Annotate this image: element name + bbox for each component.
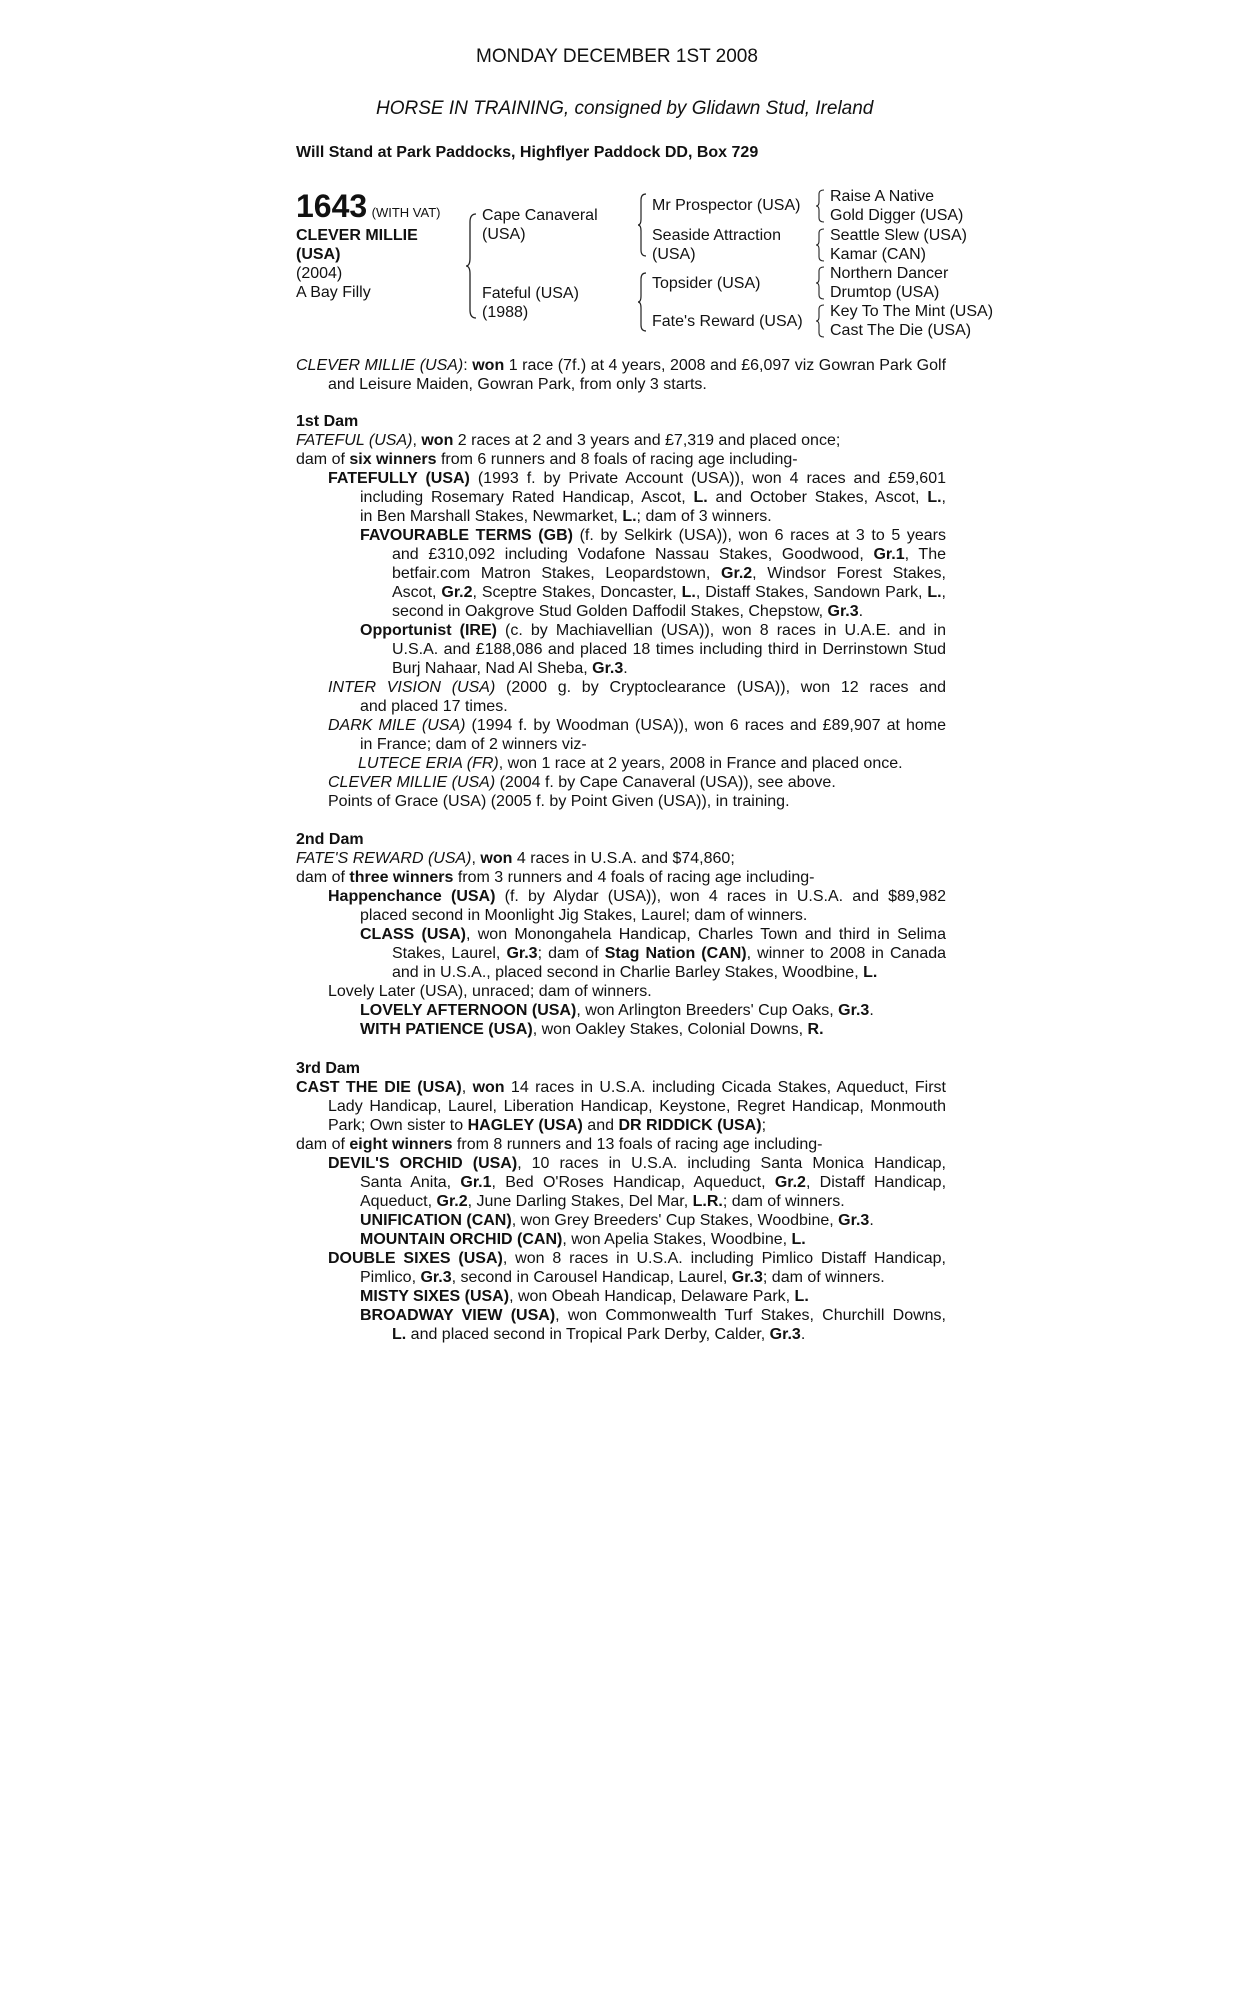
horse-description: A Bay Filly xyxy=(296,284,371,301)
ds-l2e: ; dam of winners. xyxy=(762,1269,885,1286)
pedigree-sss: Raise A Native xyxy=(830,188,935,205)
fatefully-l3c: ; dam of 3 winners. xyxy=(636,508,772,525)
pedigree-dam-sire: Topsider (USA) xyxy=(652,275,761,292)
ft-l4d: L. xyxy=(681,584,696,601)
pedigree-ssd: Gold Digger (USA) xyxy=(830,207,964,224)
lovely-afternoon-text: , won Arlington Breeders' Cup Oaks, xyxy=(576,1002,839,1019)
clever-millie-name: CLEVER MILLIE (USA) xyxy=(328,774,496,791)
stand-location: Will Stand at Park Paddocks, Highflyer Paddock DD, Box 729 xyxy=(296,144,759,161)
third-dam-l3d: DR RIDDICK (USA) xyxy=(618,1117,762,1134)
ft-l4c: , Sceptre Stakes, Doncaster, xyxy=(472,584,682,601)
lutece-eria-text: , won 1 race at 2 years, 2008 in France and placed once. xyxy=(498,755,903,772)
pedigree-sdd: Kamar (CAN) xyxy=(830,246,927,263)
ft-l4a: Ascot, xyxy=(392,584,442,601)
pedigree-sire: Cape Canaveral xyxy=(482,207,598,224)
do-l2a: Santa Anita, xyxy=(360,1174,461,1191)
inter-vision-text: (2000 g. by Cryptoclearance (USA)), won 12 races and xyxy=(506,679,946,696)
with-patience-grade: R. xyxy=(807,1021,824,1038)
horse-year: (2004) xyxy=(296,265,343,282)
pedigree-brace-ss xyxy=(816,188,826,224)
do-l3c: , June Darling Stakes, Del Mar, xyxy=(467,1193,693,1210)
lovely-afternoon-grade: Gr.3 xyxy=(838,1002,870,1019)
pedigree-sds: Seattle Slew (USA) xyxy=(830,227,967,244)
first-dam-sep: , xyxy=(412,432,422,449)
third-dam-l3c: and xyxy=(582,1117,619,1134)
third-dam-record: 14 races in U.S.A. including Cicada Stakes, Aqueduct, First xyxy=(504,1079,946,1096)
class-l3b: L. xyxy=(863,964,878,981)
lovely-afternoon-end: . xyxy=(869,1002,874,1019)
opportunist-l2: U.S.A. and £188,086 and placed 18 times including third in Derrinstown Stud xyxy=(392,641,946,658)
fatefully-l2e: , xyxy=(941,489,946,506)
dark-mile-l2: in France; dam of 2 winners viz- xyxy=(360,736,587,753)
ds-l2a: Pimlico, xyxy=(360,1269,421,1286)
do-l3b: Gr.2 xyxy=(436,1193,468,1210)
horse-name: CLEVER MILLIE xyxy=(296,227,418,244)
second-dam-foals: from 3 runners and 4 foals of racing age including- xyxy=(453,869,815,886)
pedigree-brace-dam xyxy=(638,271,648,333)
opportunist-l3c: . xyxy=(623,660,628,677)
class-text: , won Monongahela Handicap, Charles Town and third in Selima xyxy=(465,926,946,943)
third-dam-l3e: ; xyxy=(761,1117,767,1134)
dark-mile-text: (1994 f. by Woodman (USA)), won 6 races and £89,907 at home xyxy=(471,717,946,734)
with-patience-text: , won Oakley Stakes, Colonial Downs, xyxy=(532,1021,808,1038)
do-l3d: L.R. xyxy=(692,1193,723,1210)
devils-orchid-text: , 10 races in U.S.A. including Santa Monica Handicap, xyxy=(517,1155,946,1172)
second-dam-heading: 2nd Dam xyxy=(296,831,364,848)
misty-sixes-name: MISTY SIXES (USA) xyxy=(360,1288,510,1305)
pedigree-brace-main xyxy=(466,212,478,320)
pedigree-dam: Fateful (USA) xyxy=(482,285,579,302)
happenchance-text: (f. by Alydar (USA)), won 4 races in U.S.A. and $89,982 xyxy=(495,888,946,905)
fatefully-text: (1993 f. by Private Account (USA)), won 4 races and £59,601 xyxy=(469,470,946,487)
pedigree-brace-sd xyxy=(816,227,826,263)
pedigree-ddd: Cast The Die (USA) xyxy=(830,322,972,339)
ft-l3a: betfair.com Matron Stakes, Leopardstown, xyxy=(392,565,722,582)
pedigree-dam-dam: Fate's Reward (USA) xyxy=(652,313,803,330)
opportunist-l3b: Gr.3 xyxy=(592,660,624,677)
third-dam-won: won xyxy=(472,1079,505,1096)
second-dam-damof: dam of xyxy=(296,869,350,886)
class-l2c: ; dam of xyxy=(537,945,605,962)
unification-end: . xyxy=(869,1212,874,1229)
consignment-line: HORSE IN TRAINING, consigned by Glidawn Stud, Ireland xyxy=(376,98,874,119)
class-l3a: and in U.S.A., placed second in Charlie Barley Stakes, Woodbine, xyxy=(392,964,864,981)
bv-l2a: L. xyxy=(392,1326,407,1343)
class-l2a: Stakes, Laurel, xyxy=(392,945,507,962)
ds-l2c: , second in Carousel Handicap, Laurel, xyxy=(451,1269,732,1286)
first-dam-record: 2 races at 2 and 3 years and £7,319 and placed once; xyxy=(453,432,841,449)
third-dam-foals: from 8 runners and 13 foals of racing age including- xyxy=(452,1136,823,1153)
misty-sixes-grade: L. xyxy=(794,1288,809,1305)
pedigree-sire-country: (USA) xyxy=(482,226,526,243)
lovely-later: Lovely Later (USA), unraced; dam of winners. xyxy=(328,983,652,1000)
horse-country: (USA) xyxy=(296,246,341,263)
ft-l4b: Gr.2 xyxy=(441,584,473,601)
ft-l2c: , The xyxy=(904,546,946,563)
third-dam-damof: dam of xyxy=(296,1136,350,1153)
class-l2d: Stag Nation (CAN) xyxy=(604,945,747,962)
class-name: CLASS (USA) xyxy=(360,926,466,943)
second-dam-name: FATE'S REWARD (USA) xyxy=(296,850,472,867)
opportunist-text: (c. by Machiavellian (USA)), won 8 races in U.A.E. and in xyxy=(496,622,946,639)
inter-vision-name: INTER VISION (USA) xyxy=(328,679,496,696)
inter-vision-l2: and placed 17 times. xyxy=(360,698,508,715)
first-dam-winners: six winners xyxy=(349,451,437,468)
ft-l4g: , xyxy=(941,584,946,601)
third-dam-l2: Lady Handicap, Laurel, Liberation Handicap, Keystone, Regret Handicap, Monmouth xyxy=(328,1098,946,1115)
second-dam-record: 4 races in U.S.A. and $74,860; xyxy=(512,850,735,867)
dark-mile-name: DARK MILE (USA) xyxy=(328,717,466,734)
summary-won: won xyxy=(472,357,505,374)
third-dam-l3b: HAGLEY (USA) xyxy=(467,1117,583,1134)
do-l2c: , Bed O'Roses Handicap, Aqueduct, xyxy=(491,1174,775,1191)
double-sixes-name: DOUBLE SIXES (USA) xyxy=(328,1250,503,1267)
ft-l4e: , Distaff Stakes, Sandown Park, xyxy=(695,584,928,601)
fatefully-l2c: and October Stakes, Ascot, xyxy=(707,489,928,506)
class-l2b: Gr.3 xyxy=(506,945,538,962)
unification-name: UNIFICATION (CAN) xyxy=(360,1212,512,1229)
do-l3a: Aqueduct, xyxy=(360,1193,437,1210)
first-dam-damof: dam of xyxy=(296,451,350,468)
ft-l4f: L. xyxy=(927,584,942,601)
pedigree-sire-dam-country: (USA) xyxy=(652,246,696,263)
summary-sep: : xyxy=(463,357,473,374)
mountain-orchid-name: MOUNTAIN ORCHID (CAN) xyxy=(360,1231,563,1248)
sale-date: MONDAY DECEMBER 1ST 2008 xyxy=(476,46,758,67)
ft-l3c: , Windsor Forest Stakes, xyxy=(752,565,946,582)
summary-line2: and Leisure Maiden, Gowran Park, from only 3 starts. xyxy=(328,376,707,393)
bv-l2c: Gr.3 xyxy=(769,1326,801,1343)
first-dam-section xyxy=(296,412,946,811)
summary-horse: CLEVER MILLIE (USA) xyxy=(296,357,464,374)
do-l3e: ; dam of winners. xyxy=(722,1193,845,1210)
bv-l2d: . xyxy=(800,1326,806,1343)
pedigree-dsd: Drumtop (USA) xyxy=(830,284,940,301)
pedigree-sire-sire: Mr Prospector (USA) xyxy=(652,197,801,214)
misty-sixes-text: , won Obeah Handicap, Delaware Park, xyxy=(509,1288,795,1305)
happenchance-l2: placed second in Moonlight Jig Stakes, Laurel; dam of winners. xyxy=(360,907,808,924)
opportunist-l3a: Burj Nahaar, Nad Al Sheba, xyxy=(392,660,593,677)
third-dam-name: CAST THE DIE (USA) xyxy=(296,1079,462,1096)
ds-l2d: Gr.3 xyxy=(731,1269,763,1286)
favourable-terms-name: FAVOURABLE TERMS (GB) xyxy=(360,527,573,544)
favourable-terms-text: (f. by Selkirk (USA)), won 6 races at 3 to 5 years xyxy=(572,527,946,544)
fatefully-l3a: in Ben Marshall Stakes, Newmarket, xyxy=(360,508,623,525)
ft-l2a: and £310,092 including Vodafone Nassau Stakes, Goodwood, xyxy=(392,546,874,563)
double-sixes-text: , won 8 races in U.S.A. including Pimlico Distaff Handicap, xyxy=(502,1250,946,1267)
second-dam-section xyxy=(296,830,946,1039)
pedigree-brace-ds xyxy=(816,265,826,301)
first-dam-heading: 1st Dam xyxy=(296,413,359,430)
pedigree-dam-year: (1988) xyxy=(482,304,529,321)
pedigree-brace-dd xyxy=(816,303,826,339)
points-of-grace: Points of Grace (USA) (2005 f. by Point Given (USA)), in training. xyxy=(328,793,790,810)
clever-millie-text: (2004 f. by Cape Canaveral (USA)), see above. xyxy=(495,774,836,791)
second-dam-winners: three winners xyxy=(349,869,454,886)
bv-l2b: and placed second in Tropical Park Derby, Calder, xyxy=(406,1326,770,1343)
third-dam-winners: eight winners xyxy=(349,1136,453,1153)
third-dam-l3a: Park; Own sister to xyxy=(328,1117,468,1134)
with-patience-name: WITH PATIENCE (USA) xyxy=(360,1021,533,1038)
do-l2b: Gr.1 xyxy=(460,1174,492,1191)
lovely-afternoon-name: LOVELY AFTERNOON (USA) xyxy=(360,1002,577,1019)
fatefully-l2b: L. xyxy=(693,489,708,506)
ft-l2b: Gr.1 xyxy=(873,546,905,563)
do-l2e: , Distaff Handicap, xyxy=(805,1174,946,1191)
unification-text: , won Grey Breeders' Cup Stakes, Woodbine, xyxy=(511,1212,839,1229)
lot-number-row xyxy=(296,190,440,222)
vat-note: (WITH VAT) xyxy=(371,205,441,220)
third-dam-section xyxy=(296,1059,946,1344)
lot-number: 1643 xyxy=(296,188,368,224)
ft-l5b: Gr.3 xyxy=(827,603,859,620)
unification-grade: Gr.3 xyxy=(838,1212,870,1229)
second-dam-won: won xyxy=(480,850,513,867)
ft-l5a: second in Oakgrove Stud Golden Daffodil Stakes, Chepstow, xyxy=(392,603,828,620)
race-summary xyxy=(296,356,946,394)
class-l2e: , winner to 2008 in Canada xyxy=(746,945,946,962)
pedigree-dds: Key To The Mint (USA) xyxy=(830,303,994,320)
fatefully-name: FATEFULLY (USA) xyxy=(328,470,470,487)
mountain-orchid-grade: L. xyxy=(791,1231,806,1248)
fatefully-l2d: L. xyxy=(927,489,942,506)
third-dam-heading: 3rd Dam xyxy=(296,1060,361,1077)
do-l2d: Gr.2 xyxy=(774,1174,806,1191)
fatefully-l2a: including Rosemary Rated Handicap, Ascot, xyxy=(360,489,694,506)
pedigree-dss: Northern Dancer xyxy=(830,265,949,282)
broadway-view-name: BROADWAY VIEW (USA) xyxy=(360,1307,556,1324)
pedigree-brace-sire xyxy=(638,192,648,258)
fatefully-l3b: L. xyxy=(622,508,637,525)
pedigree-sire-dam: Seaside Attraction xyxy=(652,227,781,244)
devils-orchid-name: DEVIL'S ORCHID (USA) xyxy=(328,1155,518,1172)
third-dam-sep: , xyxy=(461,1079,473,1096)
first-dam-name: FATEFUL (USA) xyxy=(296,432,413,449)
first-dam-won: won xyxy=(421,432,454,449)
summary-text: 1 race (7f.) at 4 years, 2008 and £6,097 viz Gowran Park Golf xyxy=(504,357,946,374)
mountain-orchid-text: , won Apelia Stakes, Woodbine, xyxy=(562,1231,792,1248)
second-dam-sep: , xyxy=(471,850,481,867)
ft-l3b: Gr.2 xyxy=(721,565,753,582)
opportunist-name: Opportunist (IRE) xyxy=(360,622,497,639)
happenchance-name: Happenchance (USA) xyxy=(328,888,496,905)
broadway-view-text: , won Commonwealth Turf Stakes, Churchill Downs, xyxy=(555,1307,946,1324)
first-dam-foals: from 6 runners and 8 foals of racing age including- xyxy=(436,451,798,468)
ds-l2b: Gr.3 xyxy=(420,1269,452,1286)
lutece-eria-name: LUTECE ERIA (FR) xyxy=(358,755,499,772)
ft-l5c: . xyxy=(858,603,864,620)
